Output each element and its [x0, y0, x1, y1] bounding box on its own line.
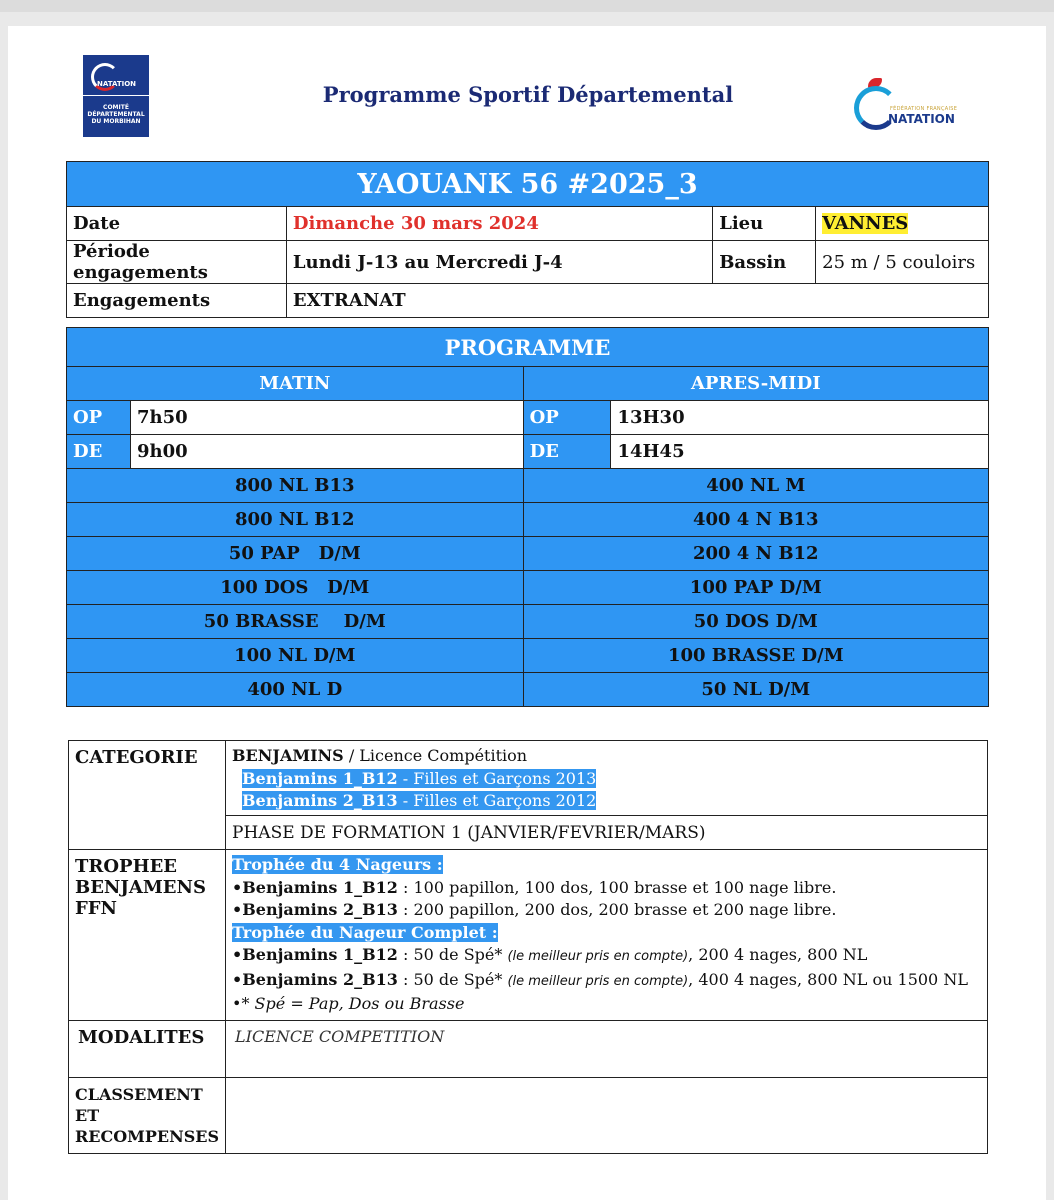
matin-event: 100 DOS D/M — [67, 571, 524, 605]
periode-value: Lundi J-13 au Mercredi J-4 — [286, 241, 712, 284]
apres-de-time: 14H45 — [611, 435, 989, 469]
trophee-4-nageurs-title: Trophée du 4 Nageurs : — [232, 855, 443, 874]
apres-op-time: 13H30 — [611, 401, 989, 435]
trophee-label: TROPHEE BENJAMENS FFN — [69, 850, 226, 1021]
matin-event: 50 BRASSE D/M — [67, 605, 524, 639]
lieu-label: Lieu — [713, 207, 816, 241]
matin-de-time: 9h00 — [130, 435, 523, 469]
date-value: Dimanche 30 mars 2024 — [286, 207, 712, 241]
trophee-nageur-complet-title: Trophée du Nageur Complet : — [232, 922, 498, 942]
modalites-value: LICENCE COMPETITION — [226, 1020, 988, 1077]
modalites-label: MODALITES — [69, 1020, 226, 1077]
programme-table — [66, 327, 989, 707]
details-table — [68, 740, 988, 1154]
apres-event: 400 NL M — [523, 469, 988, 503]
matin-op-label: OP — [67, 401, 131, 435]
apres-event: 400 4 N B13 — [523, 503, 988, 537]
matin-header: MATIN — [67, 367, 524, 401]
matin-event: 100 NL D/M — [67, 639, 524, 673]
apres-de-label: DE — [523, 435, 611, 469]
trophee-cell: Trophée du 4 Nageurs : •Benjamins 1_B12 : 100 papillon, 100 dos, 100 brasse et 100 nage libre. •Benjamins 2_B13 : 200 papillon, 200 dos, 200 brasse et 200 nage libre. Trophée du Nageur Complet : •Benjamins 1_B12 : 50 de Spé* (le meilleur pris en compte), 200 4 nages, 800 NL •Benjamins 2_B13 : 50 de Spé* (le meilleur pris en compte), 400 4 nages, 800 NL ou 1500 NL •* Spé = Pap, Dos ou Brasse — [226, 850, 988, 1021]
apres-event: 100 BRASSE D/M — [523, 639, 988, 673]
ffn-natation-logo: FÉDÉRATION FRANÇAISE NATATION — [850, 76, 960, 136]
lieu-value: VANNES — [822, 213, 909, 234]
apres-op-label: OP — [523, 401, 611, 435]
engagements-label: Engagements — [67, 284, 287, 318]
bassin-label: Bassin — [713, 241, 816, 284]
date-label: Date — [67, 207, 287, 241]
matin-event: 800 NL B13 — [67, 469, 524, 503]
window-top-bar — [0, 0, 1054, 12]
phase-text: PHASE DE FORMATION 1 (JANVIER/FEVRIER/MARS) — [226, 816, 988, 850]
matin-op-time: 7h50 — [130, 401, 523, 435]
bassin-value: 25 m / 5 couloirs — [816, 241, 989, 284]
meet-info-table — [66, 161, 989, 318]
matin-event: 50 PAP D/M — [67, 537, 524, 571]
apres-event: 50 NL D/M — [523, 673, 988, 707]
categorie-cell: BENJAMINS / Licence Compétition Benjamins 1_B12 - Filles et Garçons 2013 Benjamins 2_B13 - Filles et Garçons 2012 — [226, 741, 988, 816]
classement-value — [226, 1077, 988, 1153]
matin-de-label: DE — [67, 435, 131, 469]
classement-label: CLASSEMENT ET RECOMPENSES — [69, 1077, 226, 1153]
apres-event: 50 DOS D/M — [523, 605, 988, 639]
meet-name: YAOUANK 56 #2025_3 — [67, 162, 989, 207]
page-title: Programme Sportif Départemental — [322, 82, 734, 107]
apres-event: 100 PAP D/M — [523, 571, 988, 605]
periode-label: Période engagements — [67, 241, 287, 284]
categorie-label: CATEGORIE — [69, 741, 226, 850]
document-page — [8, 26, 1046, 1200]
apres-event: 200 4 N B12 — [523, 537, 988, 571]
matin-event: 400 NL D — [67, 673, 524, 707]
matin-event: 800 NL B12 — [67, 503, 524, 537]
programme-title: PROGRAMME — [67, 328, 989, 367]
engagements-value: EXTRANAT — [286, 284, 988, 318]
comite-morbihan-logo: NATATION COMITÉ DÉPARTEMENTAL DU MORBIHAN — [83, 55, 149, 137]
apres-midi-header: APRES-MIDI — [523, 367, 988, 401]
